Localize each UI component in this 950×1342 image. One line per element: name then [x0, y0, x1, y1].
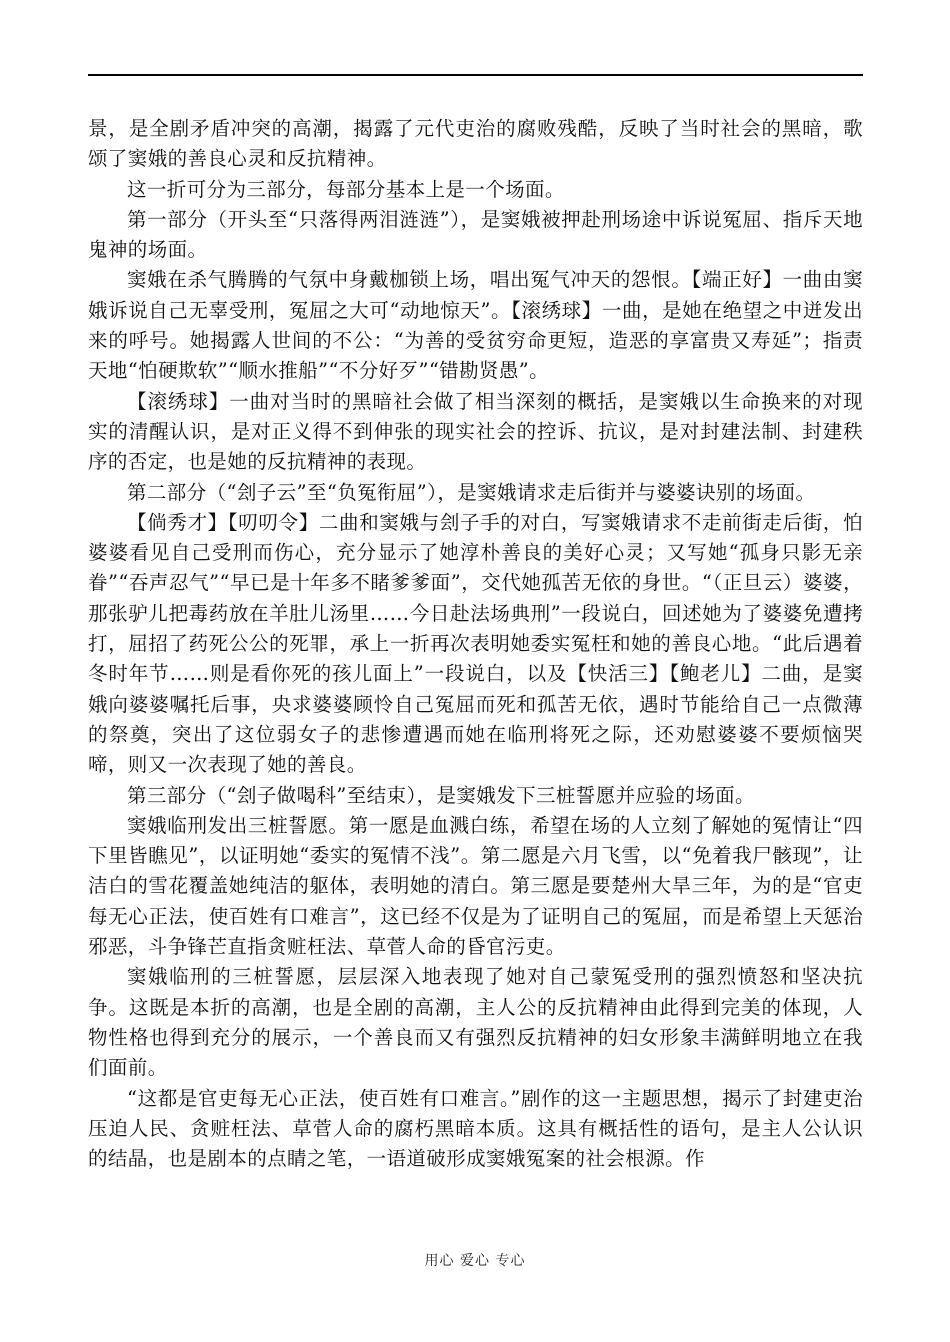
paragraph-5: 【滚绣球】一曲对当时的黑暗社会做了相当深刻的概括，是窦娥以生命换来的对现实的清醒认识，是对正义得不到伸张的现实社会的控诉、抗议，是对封建法制、封建秩序的否定，也是她的反抗精神的表现。	[88, 389, 863, 474]
paragraph-1: 景，是全剧矛盾冲突的高潮，揭露了元代吏治的腐败残酷，反映了当时社会的黑暗，歌颂了窦娥的善良心灵和反抗精神。	[88, 117, 863, 171]
paragraph-4: 窦娥在杀气腾腾的气氛中身戴枷锁上场，唱出冤气冲天的怨恨。【端正好】一曲由窦娥诉说自己无辜受刑，冤屈之大可“动地惊天”。【滚绣球】一曲，是她在绝望之中迸发出来的呼号。她揭露人世间的不公：“为善的受贫穷命更短，造恶的享富贵又寿延”；指责天地“怕硬欺软”“顺水推船”“不分好歹”“错勘贤愚”。	[88, 268, 863, 383]
page-footer: 用心 爱心 专心	[424, 1253, 526, 1269]
paragraph-8: 第三部分（“刽子做喝科”至结束），是窦娥发下三桩誓愿并应验的场面。	[127, 783, 755, 807]
paragraph-7: 【倘秀才】【叨叨令】二曲和窦娥与刽子手的对白，写窦娥请求不走前街走后街，怕婆婆看见自己受刑而伤心，充分显示了她淳朴善良的美好心灵；又写她“孤身只影无亲眷”“吞声忍气”“早已是十年多不睹爹爹面”，交代她孤苦无依的身世。“（正旦云）婆婆，那张驴儿把毒药放在羊肚儿汤里……今日赴法场典刑”一段说白，回述她为了婆婆免遭拷打，屈招了药死公公的死罪，承上一折再次表明她委实冤枉和她的善良心地。“此后遇着冬时年节……则是看你死的孩儿面上”一段说白，以及【快活三】【鲍老儿】二曲，是窦娥向婆婆嘱托后事，央求婆婆顾怜自己冤屈而死和孤苦无依，遇时节能给自己一点微薄的祭奠，突出了这位弱女子的悲惨遭遇而她在临刑将死之际，还劝慰婆婆不要烦恼哭啼，则又一次表现了她的善良。	[88, 510, 863, 777]
paragraph-6: 第二部分（“刽子云”至“负冤衔屈”），是窦娥请求走后街并与婆婆诀别的场面。	[127, 480, 816, 504]
paragraph-9: 窦娥临刑发出三桩誓愿。第一愿是血溅白练，希望在场的人立刻了解她的冤情让“四下里皆瞧见”，以证明她“委实的冤情不浅”。第二愿是六月飞雪，以“免着我尸骸现”，让洁白的雪花覆盖她纯洁的躯体，表明她的清白。第三愿是要楚州大旱三年，为的是“官吏每无心正法，使百姓有口难言”，这已经不仅是为了证明自己的冤屈，而是希望上天惩治邪恶，斗争锋芒直指贪赃枉法、草菅人命的昏官污吏。	[88, 813, 863, 959]
paragraph-10: 窦娥临刑的三桩誓愿，层层深入地表现了她对自己蒙冤受刑的强烈愤怒和坚决抗争。这既是本折的高潮，也是全剧的高潮，主人公的反抗精神由此得到完美的体现，人物性格也得到充分的展示，一个善良而又有强烈反抗精神的妇女形象丰满鲜明地立在我们面前。	[88, 965, 863, 1080]
header-rule	[88, 74, 863, 76]
paragraph-2: 这一折可分为三部分，每部分基本上是一个场面。	[127, 177, 565, 201]
paragraph-3: 第一部分（开头至“只落得两泪涟涟”），是窦娥被押赴刑场途中诉说冤屈、指斥天地鬼神的场面。	[88, 207, 863, 262]
paragraph-11: “这都是官吏每无心正法，使百姓有口难言。”剧作的这一主题思想，揭示了封建吏治压迫人民、贪赃枉法、草菅人命的腐朽黑暗本质。这具有概括性的语句，是主人公认识的结晶，也是剧本的点睛之笔，一语道破形成窦娥冤案的社会根源。作	[88, 1086, 863, 1171]
document-body	[88, 114, 863, 1174]
